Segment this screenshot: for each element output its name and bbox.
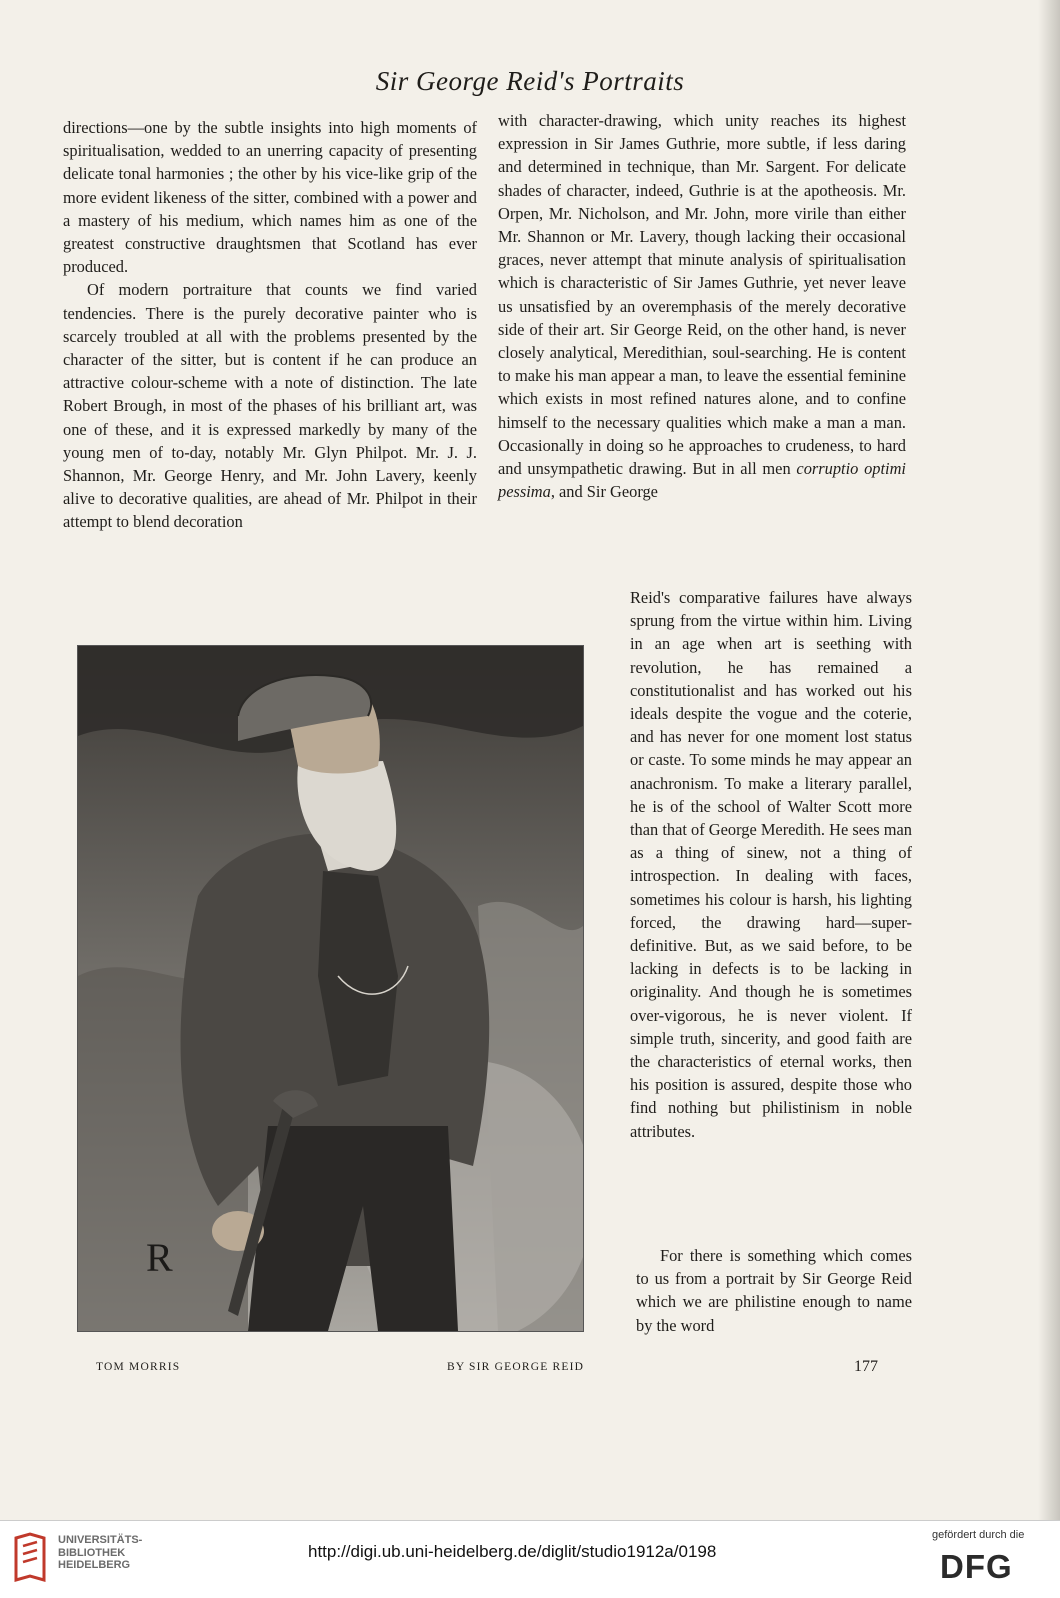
figure-caption-artist: BY SIR GEORGE REID bbox=[447, 1361, 585, 1373]
funding-note: gefördert durch die bbox=[932, 1529, 1025, 1541]
left-paragraph-2: Of modern portraiture that counts we find varied tendencies. There is the purely decorative painter who is scarcely troubled at all with the problems presented by the character of the sitter, but is content if he can produce an attractive colour-scheme with a note of distinction. The late Robert Brough, in most of the phases of his brilliant art, was one of these, and it is expressed markedly by many of the young men of to-day, notably Mr. Glyn Philpot. Mr. J. J. Shannon, Mr. George Henry, and Mr. John Lavery, keenly alive to decorative qualities, are ahead of Mr. Philpot in their attempt to blend decoration bbox=[63, 280, 477, 532]
permalink-url[interactable]: http://digi.ub.uni-heidelberg.de/diglit/studio1912a/0198 bbox=[308, 1542, 717, 1561]
digitization-footer bbox=[0, 1520, 1060, 1598]
portrait-drawing bbox=[78, 646, 583, 1331]
university-library-logo-icon bbox=[10, 1532, 50, 1584]
running-head: Sir George Reid's Portraits bbox=[375, 66, 685, 96]
library-name-line-3: HEIDELBERG bbox=[58, 1559, 131, 1571]
left-paragraph-1: directions—one by the subtle insights into high moments of spiritualisation, wedded to an unerring capacity of presenting delicate tonal harmonies ; the other by his vice-like grip of the more evident likeness of the sitter, combined with a power and a mastery of his medium, which names him as one of the greatest constructive draughtsmen that Scotland has ever produced. bbox=[63, 118, 477, 277]
right-column-narrow bbox=[630, 586, 912, 1143]
library-name-line-2: BIBLIOTHEK bbox=[58, 1546, 126, 1559]
right-paragraph-top bbox=[498, 109, 906, 503]
library-name-line-1: UNIVERSITÄTS- bbox=[58, 1534, 143, 1546]
right-paragraph-narrow: Reid's comparative failures have always sprung from the virtue within him. Living in an age when art is seething with revolution, he has remained a constitutionalist and has worked out his ideals despite the vogue and the coterie, and has never for one moment lost status or caste. To some minds he may appear an anachronism. To make a literary parallel, he is of the school of Walter Scott more than that of George Meredith. He sees man as a thing of sinew, not a thing of introspection. In dealing with faces, sometimes his colour is harsh, his lighting forced, the drawing hard—super-definitive. But, as we said before, to be lacking in defects is to be lacking in originality. And though he is sometimes over-vigorous, he is never violent. If simple truth, sincerity, and good faith are the characteristics of eternal works, then his position is assured, despite those who find nothing but philistinism in noble attributes. bbox=[630, 588, 912, 1141]
right-text-top-tail: , and Sir George bbox=[550, 482, 658, 502]
page-number: 177 bbox=[854, 1358, 878, 1375]
right-paragraph-end: For there is something which comes to us from a portrait by Sir George Reid which we are philistine enough to name by the word bbox=[636, 1246, 912, 1335]
latin-phrase: corruptio optimi pessima bbox=[498, 459, 906, 502]
dfg-logo: DFG bbox=[940, 1548, 1013, 1585]
right-column-end bbox=[636, 1244, 912, 1337]
right-text-top: with character-drawing, which unity reaches its highest expression in Sir James Guthrie, more subtle, if less daring and determined in technique, than Mr. Sargent. For delicate shades of character, indeed, Guthrie is at the apotheosis. Mr. Orpen, Mr. Nicholson, and Mr. John, more virile than either Mr. Shannon or Mr. Lavery, though lacking their occasional graces, never attempt that minute analysis of spiritualisation which is characteristic of Sir James Guthrie, yet never leave us unsatisfied by an overemphasis of the merely decorative side of their art. Sir George Reid, on the other hand, is never closely analytical, Meredithian, soul-searching. He is content to make his man appear a man, to leave the essential feminine which exists in most refined natures alone, and to confine himself to the necessary qualities which make a man a man. Occasionally in doing so he approaches to crudeness, to hard and unsympathetic drawing. But in all men bbox=[498, 111, 906, 479]
page-edge-shadow bbox=[1038, 0, 1060, 1520]
library-name bbox=[58, 1534, 142, 1572]
figure-caption-title: TOM MORRIS bbox=[96, 1361, 181, 1373]
right-column-top bbox=[498, 109, 906, 503]
left-column bbox=[63, 116, 477, 534]
artist-monogram: R bbox=[146, 1235, 173, 1280]
portrait-illustration bbox=[77, 645, 584, 1332]
